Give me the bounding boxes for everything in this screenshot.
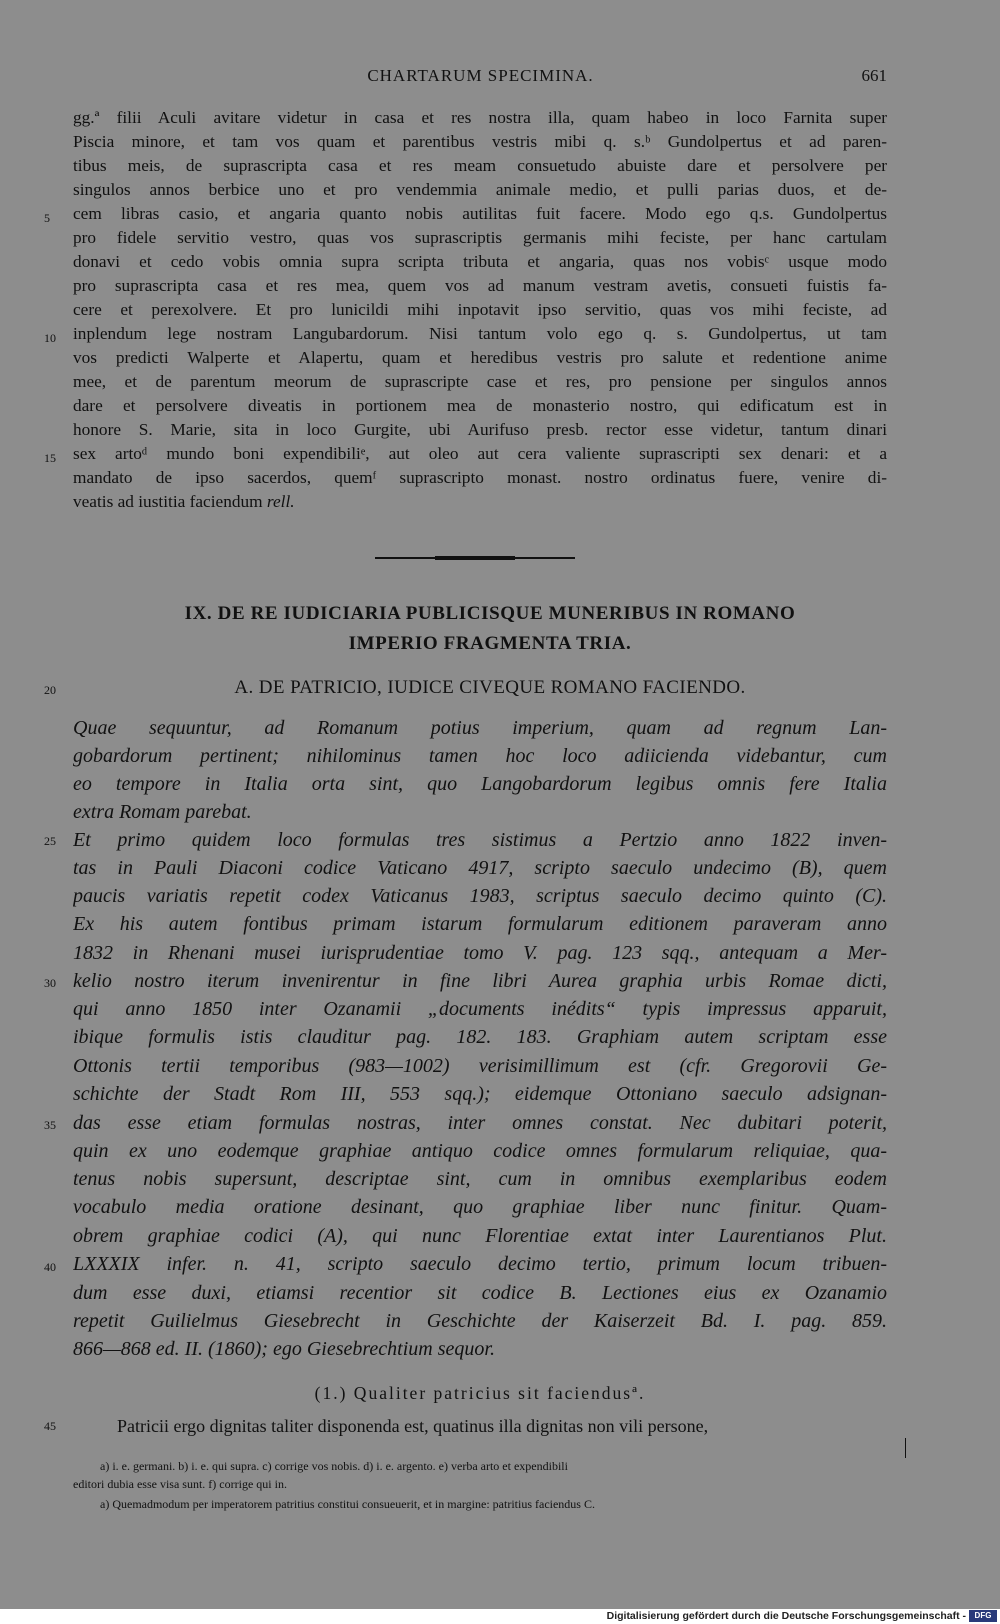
intro-line: das esse etiam formulas nostras, inter omnes constat. Nec dubitari poterit, (73, 1112, 887, 1134)
intro-line: 1832 in Rhenani musei iurisprudentiae tomo V. pag. 123 sqq., antequam a Mer- (73, 942, 887, 964)
intro-line: tenus nobis supersunt, descriptae sint, cum in omnibus exemplaribus eodem (73, 1168, 887, 1190)
body-line: mee, et de parentum meorum de suprascripte case et res, pro pensione per singulos annos (73, 372, 887, 391)
body-line: pro fidele servitio vestro, quas vos suprascriptis germanis mihi feciste, per hanc cartulam (73, 228, 887, 247)
intro-line: LXXXIX infer. n. 41, scripto saeculo decimo tertio, primum locum tribuen- (73, 1253, 887, 1275)
intro-line: 866—868 ed. II. (1860); ego Giesebrechtium sequor. (73, 1338, 495, 1360)
intro-line: kelio nostro iterum invenirentur in fine libri Aurea graphia urbis Romae dicti, (73, 970, 887, 992)
running-title: CHARTARUM SPECIMINA. (367, 66, 594, 85)
page-number: 661 (861, 66, 887, 85)
intro-line: extra Romam parebat. (73, 801, 252, 823)
line-number: 35 (44, 1118, 56, 1132)
formula-heading: (1.) Qualiter patricius sit faciendusª. (314, 1383, 646, 1403)
body-line: pro suprascripta casa et res mea, quem vos ad manum vestram avetis, consueti fuistis fa- (73, 276, 887, 295)
footnote-line: editori dubia esse visa sunt. f) corrige qui in. (73, 1477, 287, 1491)
running-header (74, 66, 887, 90)
body-line: gg.ª filii Aculi avitare videtur in casa et res nostra illa, quam habeo in loco Farnita super (73, 108, 887, 127)
intro-line: Ex his autem fontibus primam istarum formularum editionem paraveram anno (73, 913, 887, 935)
line-number: 30 (44, 976, 56, 990)
body-line: inplendum lege nostram Langubardorum. Nisi tantum volo ego q. s. Gundolpertus, ut tam (73, 324, 887, 343)
body-line: mandato de ipso sacerdos, quemᶠ suprascripto monast. nostro ordinatus fuere, venire di- (73, 468, 887, 487)
intro-line: quin ex uno eodemque graphiae antiquo codice omnes formularum reliquiae, qua- (73, 1140, 887, 1162)
body-line: cem libras casio, et angaria quanto nobis autilitas fuit facere. Modo ego q.s. Gundolpertus (73, 204, 887, 223)
intro-line: ibique formulis istis clauditur pag. 182. 183. Graphiam autem scriptam esse (73, 1026, 887, 1048)
body-line: donavi et cedo vobis omnia supra scripta tributa et angaria, quas nos vobisᶜ usque modo (73, 252, 887, 271)
intro-line: Ottonis tertii temporibus (983—1002) verisimillimum est (cfr. Gregorovii Ge- (73, 1055, 887, 1077)
margin-mark (905, 1438, 906, 1458)
line-number: 10 (44, 331, 56, 345)
body-line: sex artoᵈ mundo boni expendibiliᵉ, aut oleo aut cera valiente suprascripti sex denari: et a (73, 444, 887, 463)
line-number: 15 (44, 451, 56, 465)
intro-line: vocabulo media oratione desinant, quo graphiae liber nunc finitur. Quam- (73, 1196, 887, 1218)
section-subtitle: A. DE PATRICIO, IUDICE CIVEQUE ROMANO FACIENDO. (234, 677, 746, 698)
intro-line: paucis variatis repetit codex Vaticanus 1983, scriptus saeculo decimo quinto (C). (73, 885, 887, 907)
intro-line: tas in Pauli Diaconi codice Vaticano 4917, scripto saeculo undecimo (B), quem (73, 857, 887, 879)
intro-line: eo tempore in Italia orta sint, quo Langobardorum legibus omnis fere Italia (73, 773, 887, 795)
intro-line: Quae sequuntur, ad Romanum potius imperium, quam ad regnum Lan- (73, 717, 887, 739)
body-line: tibus meis, de suprascripta casa et res meam consuetudo abuiste dare et persolvere per (73, 156, 887, 175)
digitization-footer (0, 1609, 1000, 1624)
intro-line: obrem graphiae codici (A), qui nunc Florentiae extat inter Laurentianos Plut. (73, 1225, 887, 1247)
section-title: IX. DE RE IUDICIARIA PUBLICISQUE MUNERIBUS IN ROMANO (184, 603, 796, 624)
body-line: honore S. Marie, sita in loco Gurgite, ubi Aurifuso presb. rector esse videtur, tantum dinari (73, 420, 887, 439)
line-number: 45 (44, 1419, 56, 1433)
intro-line: Et primo quidem loco formulas tres sistimus a Pertzio anno 1822 inven- (73, 829, 887, 851)
section-divider (375, 557, 575, 559)
intro-line: repetit Guilielmus Giesebrecht in Geschichte der Kaiserzeit Bd. I. pag. 859. (73, 1310, 887, 1332)
body-line-last (73, 490, 887, 514)
section-title-cont: IMPERIO FRAGMENTA TRIA. (348, 633, 632, 654)
line-number: 20 (44, 683, 56, 697)
body-line: Piscia minore, et tam vos quam et parentibus vestris mibi q. s.ᵇ Gundolpertus et ad paren- (73, 132, 887, 151)
line-number: 40 (44, 1260, 56, 1274)
footnote-line: a) i. e. germani. b) i. e. qui supra. c) corrige vos nobis. d) i. e. argento. e) verba arto et expendibili (100, 1459, 568, 1473)
intro-line: schichte der Stadt Rom III, 553 sqq.); eidemque Ottoniano saeculo adsignan- (73, 1083, 887, 1105)
funding-note: Digitalisierung gefördert durch die Deutsche Forschungsgemeinschaft - (606, 1610, 966, 1622)
body-line: cere et perexolvere. Et pro lunicildi mihi inpotavit ipso servitio, quas vos mihi feciste, ad (73, 300, 887, 319)
intro-line: dum esse duxi, etiamsi recentior sit codice B. Lectiones eius ex Ozanamio (73, 1282, 887, 1304)
body-line: dare et persolvere diveatis in portionem mea de monasterio nostro, qui edificatum est in (73, 396, 887, 415)
intro-line: qui anno 1850 inter Ozanamii „documents inédits“ typis impressus apparuit, (73, 998, 887, 1020)
body-line-text: veatis ad iustitia faciendum (73, 492, 263, 511)
dfg-logo: DFG (969, 1610, 997, 1622)
intro-line: gobardorum pertinent; nihilominus tamen hoc loco adiicienda videbantur, cum (73, 745, 887, 767)
line-number: 5 (44, 211, 50, 225)
formula-text-line: Patricii ergo dignitas taliter disponenda est, quatinus illa dignitas non vili persone, (117, 1416, 709, 1436)
body-line: singulos annos berbice uno et pro vendemmia animale medio, et pulli parias duos, et de- (73, 180, 887, 199)
rell-abbrev: rell. (266, 492, 295, 511)
footnote-line: a) Quemadmodum per imperatorem patritius constitui consueuerit, et in margine: patritius faciendus C. (100, 1497, 595, 1511)
line-number: 25 (44, 834, 56, 848)
body-line: vos predicti Walperte et Alapertu, quam et heredibus vestris pro salute et redentione anime (73, 348, 887, 367)
